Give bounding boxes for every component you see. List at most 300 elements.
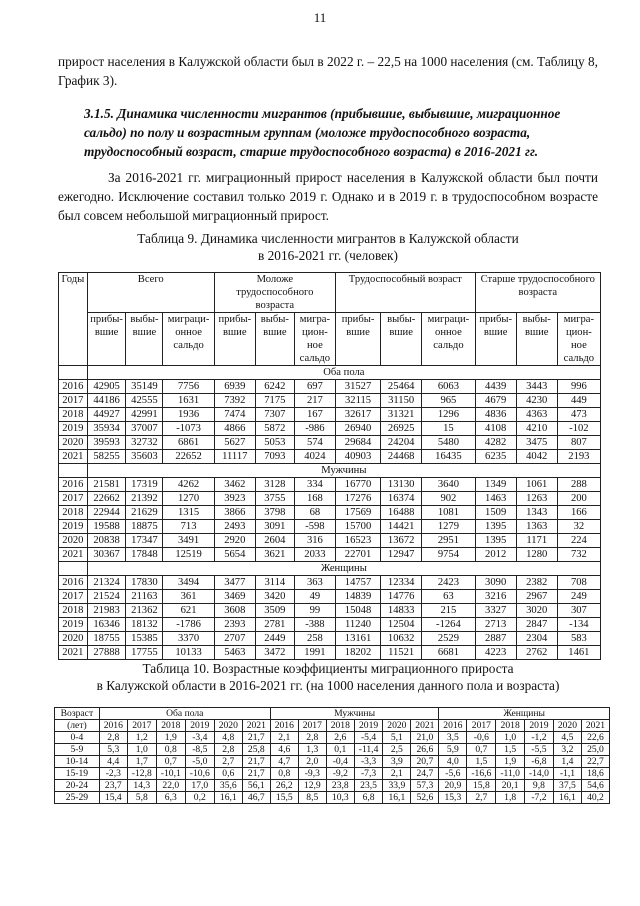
value-cell: 23,7	[99, 780, 127, 792]
subheader-cell: прибы-вшие	[335, 313, 380, 366]
value-cell: -102	[557, 422, 600, 436]
year-cell: 2020	[59, 534, 88, 548]
value-cell: 583	[557, 632, 600, 646]
value-cell: 57,3	[411, 780, 439, 792]
value-cell: 732	[557, 548, 600, 562]
value-cell: 6681	[422, 646, 475, 660]
year-header: 2018	[326, 720, 354, 732]
year-header: 2020	[383, 720, 411, 732]
value-cell: 21983	[87, 604, 126, 618]
body-paragraph: За 2016-2021 гг. миграционный прирост населения в Калужской области был почти ежегодно. Исключение составил только 2019 г. Однако и в 2019 г. в трудоспособном возрасте был совсем небольшой миграционный прирост.	[58, 170, 598, 223]
section-title: Женщины	[87, 562, 600, 576]
value-cell: 44927	[87, 408, 126, 422]
value-cell: 288	[557, 478, 600, 492]
value-cell: 258	[294, 632, 335, 646]
value-cell: 4679	[475, 394, 516, 408]
value-cell: 35934	[87, 422, 126, 436]
value-cell: -9,3	[298, 768, 326, 780]
value-cell: 249	[557, 590, 600, 604]
value-cell: 3462	[214, 478, 255, 492]
value-cell: 10133	[163, 646, 214, 660]
age-cell: 0-4	[55, 732, 100, 744]
table-row	[59, 492, 601, 506]
value-cell: 12,9	[298, 780, 326, 792]
year-cell: 2021	[59, 548, 88, 562]
value-cell: 17347	[126, 534, 163, 548]
value-cell: -1073	[163, 422, 214, 436]
value-cell: 0,7	[467, 744, 496, 756]
value-cell: 3,5	[439, 732, 467, 744]
value-cell: 3091	[255, 520, 294, 534]
value-cell: 3,9	[383, 756, 411, 768]
value-cell: 4262	[163, 478, 214, 492]
value-cell: 26,6	[411, 744, 439, 756]
value-cell: 6,8	[354, 792, 383, 804]
value-cell: 168	[294, 492, 335, 506]
value-cell: 1631	[163, 394, 214, 408]
value-cell: 3755	[255, 492, 294, 506]
table10-caption-line1: Таблица 10. Возрастные коэффициенты миграционного прироста	[142, 661, 514, 676]
value-cell: 16,1	[383, 792, 411, 804]
value-cell: 807	[557, 436, 600, 450]
value-cell: 24,7	[411, 768, 439, 780]
value-cell: 4836	[475, 408, 516, 422]
value-cell: 26925	[381, 422, 422, 436]
value-cell: 4,5	[553, 732, 581, 744]
table-row	[59, 576, 601, 590]
table-row	[55, 744, 610, 756]
value-cell: 26,2	[270, 780, 298, 792]
value-cell: 1,5	[496, 744, 525, 756]
year-header: 2018	[156, 720, 185, 732]
value-cell: 215	[422, 604, 475, 618]
value-cell: 3370	[163, 632, 214, 646]
value-cell: 4108	[475, 422, 516, 436]
value-cell: 40,2	[581, 792, 609, 804]
value-cell: 2393	[214, 618, 255, 632]
value-cell: -6,8	[524, 756, 553, 768]
value-cell: 5463	[214, 646, 255, 660]
value-cell: 5,8	[127, 792, 156, 804]
value-cell: 21,7	[242, 768, 270, 780]
section-title: Мужчины	[87, 464, 600, 478]
subheader-cell: прибы-вшие	[475, 313, 516, 366]
value-cell: 35603	[126, 450, 163, 464]
value-cell: 2967	[516, 590, 557, 604]
value-cell: 31150	[381, 394, 422, 408]
value-cell: 22701	[335, 548, 380, 562]
value-cell: 1,3	[298, 744, 326, 756]
table-row	[59, 590, 601, 604]
value-cell: 23,8	[326, 780, 354, 792]
value-cell: 0,2	[185, 792, 214, 804]
value-cell: -1264	[422, 618, 475, 632]
value-cell: 15,3	[439, 792, 467, 804]
value-cell: 32	[557, 520, 600, 534]
value-cell: 18202	[335, 646, 380, 660]
value-cell: 14757	[335, 576, 380, 590]
value-cell: 17319	[126, 478, 163, 492]
value-cell: 17276	[335, 492, 380, 506]
subheader-cell: миграци-онное сальдо	[163, 313, 214, 366]
value-cell: 8,5	[298, 792, 326, 804]
subheader-cell: миграци-онное сальдо	[422, 313, 475, 366]
value-cell: 1,0	[127, 744, 156, 756]
page-number: 11	[313, 10, 327, 25]
value-cell: 1395	[475, 534, 516, 548]
value-cell: 27888	[87, 646, 126, 660]
value-cell: 14839	[335, 590, 380, 604]
value-cell: 16346	[87, 618, 126, 632]
value-cell: 363	[294, 576, 335, 590]
value-cell: 21,0	[411, 732, 439, 744]
value-cell: 996	[557, 380, 600, 394]
year-header: 2019	[524, 720, 553, 732]
value-cell: 7093	[255, 450, 294, 464]
year-header: 2021	[581, 720, 609, 732]
value-cell: 35,6	[214, 780, 242, 792]
value-cell: 14776	[381, 590, 422, 604]
year-cell: 2017	[59, 492, 88, 506]
value-cell: 13672	[381, 534, 422, 548]
year-header: 2021	[411, 720, 439, 732]
value-cell: 217	[294, 394, 335, 408]
value-cell: 965	[422, 394, 475, 408]
value-cell: -134	[557, 618, 600, 632]
value-cell: 17755	[126, 646, 163, 660]
section-row	[59, 366, 601, 380]
value-cell: 26940	[335, 422, 380, 436]
age-cell: 15-19	[55, 768, 100, 780]
value-cell: -1,2	[524, 732, 553, 744]
value-cell: 14421	[381, 520, 422, 534]
value-cell: -10,6	[185, 768, 214, 780]
value-cell: -5,5	[524, 744, 553, 756]
value-cell: 22,6	[581, 732, 609, 744]
year-header: 2020	[214, 720, 242, 732]
subheader-cell: мигра-цион-ное сальдо	[294, 313, 335, 366]
value-cell: 2,8	[214, 744, 242, 756]
value-cell: 3491	[163, 534, 214, 548]
value-cell: 2707	[214, 632, 255, 646]
table-row	[59, 534, 601, 548]
value-cell: 1296	[422, 408, 475, 422]
value-cell: 32115	[335, 394, 380, 408]
value-cell: 5,1	[383, 732, 411, 744]
value-cell: 2,0	[298, 756, 326, 768]
table-row	[59, 618, 601, 632]
value-cell: 1270	[163, 492, 214, 506]
value-cell: 22,7	[581, 756, 609, 768]
value-cell: 3090	[475, 576, 516, 590]
table-row	[59, 632, 601, 646]
value-cell: 4439	[475, 380, 516, 394]
value-cell: 2382	[516, 576, 557, 590]
value-cell: 49	[294, 590, 335, 604]
value-cell: 21524	[87, 590, 126, 604]
value-cell: 3128	[255, 478, 294, 492]
value-cell: 1936	[163, 408, 214, 422]
value-cell: 18875	[126, 520, 163, 534]
value-cell: 99	[294, 604, 335, 618]
value-cell: 2,8	[99, 732, 127, 744]
year-cell: 2019	[59, 422, 88, 436]
value-cell: 6235	[475, 450, 516, 464]
value-cell: 21362	[126, 604, 163, 618]
year-cell: 2016	[59, 576, 88, 590]
value-cell: 2304	[516, 632, 557, 646]
value-cell: -388	[294, 618, 335, 632]
value-cell: -5,6	[439, 768, 467, 780]
value-cell: -9,2	[326, 768, 354, 780]
value-cell: 2529	[422, 632, 475, 646]
migrants-table	[58, 272, 601, 660]
year-header: 2021	[242, 720, 270, 732]
value-cell: 4223	[475, 646, 516, 660]
value-cell: 3443	[516, 380, 557, 394]
value-cell: 19588	[87, 520, 126, 534]
table-row	[59, 436, 601, 450]
value-cell: 2713	[475, 618, 516, 632]
value-cell: 1349	[475, 478, 516, 492]
value-cell: 16488	[381, 506, 422, 520]
year-cell: 2020	[59, 436, 88, 450]
value-cell: 1061	[516, 478, 557, 492]
value-cell: 3420	[255, 590, 294, 604]
value-cell: 42905	[87, 380, 126, 394]
value-cell: 3475	[516, 436, 557, 450]
year-header: 2016	[270, 720, 298, 732]
value-cell: 22,0	[156, 780, 185, 792]
value-cell: 1263	[516, 492, 557, 506]
value-cell: 2012	[475, 548, 516, 562]
value-cell: 3469	[214, 590, 255, 604]
value-cell: 0,8	[156, 744, 185, 756]
value-cell: 37,5	[553, 780, 581, 792]
value-cell: 35149	[126, 380, 163, 394]
value-cell: -1,1	[553, 768, 581, 780]
value-cell: 33,9	[383, 780, 411, 792]
value-cell: 16523	[335, 534, 380, 548]
value-cell: 17848	[126, 548, 163, 562]
year-header: 2017	[467, 720, 496, 732]
value-cell: 621	[163, 604, 214, 618]
section-heading: 3.1.5. Динамика численности мигрантов (прибывшие, выбывшие, миграционное сальдо) по полу и возрастным группам (моложе трудоспособного возраста, трудоспособный возраст, старше трудоспособного возраста) в 2016-2021 гг.	[84, 106, 561, 159]
table9-caption	[58, 230, 598, 264]
subheader-cell: выбы-вшие	[381, 313, 422, 366]
value-cell: 22944	[87, 506, 126, 520]
year-header: 2016	[99, 720, 127, 732]
age-cell: 10-14	[55, 756, 100, 768]
year-header: 2019	[354, 720, 383, 732]
value-cell: 25,8	[242, 744, 270, 756]
value-cell: -2,3	[99, 768, 127, 780]
value-cell: 3477	[214, 576, 255, 590]
value-cell: 21581	[87, 478, 126, 492]
value-cell: 1279	[422, 520, 475, 534]
col-age-unit: (лет)	[55, 720, 100, 732]
value-cell: 5480	[422, 436, 475, 450]
value-cell: 1280	[516, 548, 557, 562]
subheader-cell: выбы-вшие	[516, 313, 557, 366]
value-cell: 12947	[381, 548, 422, 562]
value-cell: 7756	[163, 380, 214, 394]
value-cell: 5627	[214, 436, 255, 450]
value-cell: 20,9	[439, 780, 467, 792]
value-cell: 5872	[255, 422, 294, 436]
value-cell: 24468	[381, 450, 422, 464]
year-cell: 2018	[59, 506, 88, 520]
value-cell: 15385	[126, 632, 163, 646]
col-years-header: Годы	[59, 273, 88, 366]
value-cell: 1,4	[553, 756, 581, 768]
year-cell: 2019	[59, 618, 88, 632]
value-cell: 10632	[381, 632, 422, 646]
value-cell: -3,4	[185, 732, 214, 744]
value-cell: 20,1	[496, 780, 525, 792]
value-cell: 42555	[126, 394, 163, 408]
intro-paragraph: прирост населения в Калужской области был в 2022 г. – 22,5 на 1000 населения (см. Таблицу 8, График 3).	[58, 54, 598, 88]
table-row	[55, 792, 610, 804]
value-cell: 1,7	[127, 756, 156, 768]
value-cell: 7175	[255, 394, 294, 408]
value-cell: 1,9	[496, 756, 525, 768]
value-cell: -16,6	[467, 768, 496, 780]
group-header-men: Мужчины	[270, 708, 439, 720]
value-cell: 708	[557, 576, 600, 590]
table-row	[59, 394, 601, 408]
value-cell: 2604	[255, 534, 294, 548]
subheader-cell: мигра-цион-ное сальдо	[557, 313, 600, 366]
value-cell: 22662	[87, 492, 126, 506]
value-cell: 15,8	[467, 780, 496, 792]
group-header-total: Всего	[87, 273, 214, 313]
year-cell: 2019	[59, 520, 88, 534]
value-cell: 2,7	[214, 756, 242, 768]
value-cell: 6063	[422, 380, 475, 394]
value-cell: 713	[163, 520, 214, 534]
value-cell: 1315	[163, 506, 214, 520]
value-cell: 30367	[87, 548, 126, 562]
value-cell: 3114	[255, 576, 294, 590]
value-cell: 1,9	[156, 732, 185, 744]
value-cell: 3509	[255, 604, 294, 618]
table-row	[59, 450, 601, 464]
value-cell: 2762	[516, 646, 557, 660]
value-cell: 1395	[475, 520, 516, 534]
subheader-cell: прибы-вшие	[87, 313, 126, 366]
value-cell: 24204	[381, 436, 422, 450]
value-cell: 334	[294, 478, 335, 492]
value-cell: 54,6	[581, 780, 609, 792]
subheader-cell: прибы-вшие	[214, 313, 255, 366]
value-cell: -11,0	[496, 768, 525, 780]
value-cell: 4210	[516, 422, 557, 436]
value-cell: 3923	[214, 492, 255, 506]
value-cell: 4866	[214, 422, 255, 436]
value-cell: 3621	[255, 548, 294, 562]
value-cell: -12,8	[127, 768, 156, 780]
group-header-both: Оба пола	[99, 708, 270, 720]
value-cell: 25,0	[581, 744, 609, 756]
value-cell: 52,6	[411, 792, 439, 804]
value-cell: -8,5	[185, 744, 214, 756]
value-cell: 14833	[381, 604, 422, 618]
table-row	[59, 604, 601, 618]
value-cell: -3,3	[354, 756, 383, 768]
value-cell: 1171	[516, 534, 557, 548]
year-cell: 2016	[59, 478, 88, 492]
value-cell: 9754	[422, 548, 475, 562]
value-cell: 1991	[294, 646, 335, 660]
value-cell: 361	[163, 590, 214, 604]
value-cell: 3020	[516, 604, 557, 618]
value-cell: 4,8	[214, 732, 242, 744]
year-cell: 2017	[59, 590, 88, 604]
value-cell: -7,3	[354, 768, 383, 780]
value-cell: 17,0	[185, 780, 214, 792]
table10-caption	[58, 660, 598, 694]
table-row	[59, 506, 601, 520]
value-cell: -10,1	[156, 768, 185, 780]
group-header-young: Моложе трудоспособного возраста	[214, 273, 335, 313]
year-header: 2018	[496, 720, 525, 732]
value-cell: 18,6	[581, 768, 609, 780]
value-cell: 20,7	[411, 756, 439, 768]
value-cell: 2033	[294, 548, 335, 562]
value-cell: 2449	[255, 632, 294, 646]
value-cell: 1,8	[496, 792, 525, 804]
value-cell: 3327	[475, 604, 516, 618]
table-row	[55, 780, 610, 792]
section-row	[59, 562, 601, 576]
year-cell: 2018	[59, 408, 88, 422]
section-row	[59, 464, 601, 478]
table-row	[59, 548, 601, 562]
value-cell: 4,4	[99, 756, 127, 768]
subheader-cell: выбы-вшие	[126, 313, 163, 366]
value-cell: 4,6	[270, 744, 298, 756]
year-cell: 2021	[59, 646, 88, 660]
value-cell: 16,1	[214, 792, 242, 804]
value-cell: 56,1	[242, 780, 270, 792]
value-cell: -0,4	[326, 756, 354, 768]
value-cell: 21324	[87, 576, 126, 590]
value-cell: 1343	[516, 506, 557, 520]
year-cell: 2016	[59, 380, 88, 394]
value-cell: 574	[294, 436, 335, 450]
value-cell: 12334	[381, 576, 422, 590]
value-cell: 6861	[163, 436, 214, 450]
value-cell: 6242	[255, 380, 294, 394]
value-cell: 473	[557, 408, 600, 422]
year-cell: 2021	[59, 450, 88, 464]
value-cell: 1463	[475, 492, 516, 506]
value-cell: 5053	[255, 436, 294, 450]
value-cell: 200	[557, 492, 600, 506]
value-cell: 3798	[255, 506, 294, 520]
value-cell: 3472	[255, 646, 294, 660]
value-cell: 23,5	[354, 780, 383, 792]
value-cell: 7307	[255, 408, 294, 422]
value-cell: 32617	[335, 408, 380, 422]
value-cell: 15700	[335, 520, 380, 534]
value-cell: 6,3	[156, 792, 185, 804]
value-cell: 11240	[335, 618, 380, 632]
group-header-women: Женщины	[439, 708, 610, 720]
value-cell: 5,9	[439, 744, 467, 756]
table9-caption-line1: Таблица 9. Динамика численности мигрантов в Калужской области	[137, 231, 519, 246]
